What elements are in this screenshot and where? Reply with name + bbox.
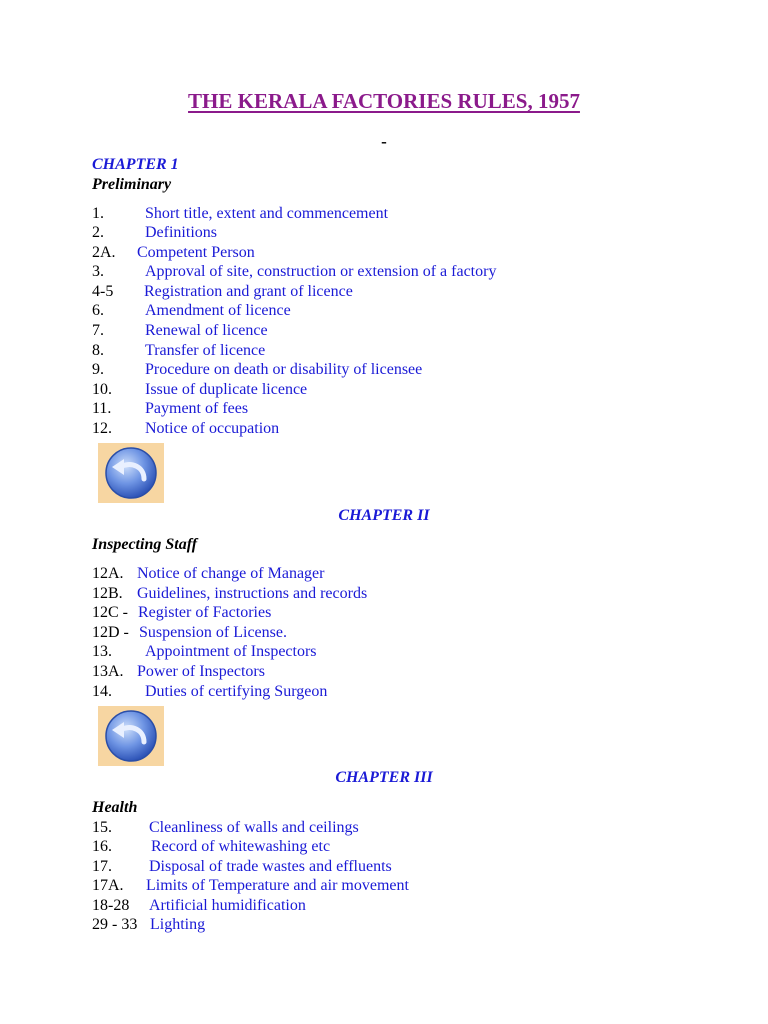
chapter-3-rule-list: [92, 818, 409, 936]
rule-number: 2.: [92, 224, 104, 242]
rule-link[interactable]: Duties of certifying Surgeon: [145, 682, 328, 700]
rule-number: 13A.: [92, 662, 124, 680]
rule-link[interactable]: Issue of duplicate licence: [145, 380, 308, 398]
rule-entry[interactable]: [92, 857, 409, 877]
rule-entry[interactable]: [92, 243, 496, 263]
rule-entry[interactable]: [92, 419, 496, 439]
chapter-1-subtitle: Preliminary: [92, 176, 172, 193]
rule-entry[interactable]: [92, 837, 409, 857]
rule-link[interactable]: Power of Inspectors: [137, 662, 265, 680]
rule-number: 10.: [92, 380, 112, 398]
document-title: THE KERALA FACTORIES RULES, 1957: [188, 89, 580, 113]
rule-entry[interactable]: [92, 380, 496, 400]
rule-entry[interactable]: [92, 321, 496, 341]
rule-number: 12B.: [92, 584, 123, 602]
rule-entry[interactable]: [92, 262, 496, 282]
rule-number: 7.: [92, 322, 104, 340]
rule-number: 17A.: [92, 877, 124, 895]
title-separator: -: [381, 132, 387, 151]
rule-link[interactable]: Transfer of licence: [145, 341, 266, 359]
rule-entry[interactable]: [92, 642, 367, 662]
rule-number: 3.: [92, 263, 104, 281]
rule-number: 18-28: [92, 896, 130, 914]
rule-number: 6.: [92, 302, 104, 320]
rule-link[interactable]: Procedure on death or disability of licensee: [145, 361, 423, 379]
back-arrow-icon[interactable]: [98, 706, 164, 766]
rule-number: 1.: [92, 204, 104, 222]
rule-entry[interactable]: [92, 223, 496, 243]
back-arrow-icon-graphic: [98, 706, 164, 766]
rule-link[interactable]: Renewal of licence: [145, 322, 268, 340]
chapter-3-subtitle: Health: [92, 799, 138, 816]
rule-number: 9.: [92, 361, 104, 379]
rule-entry[interactable]: [92, 399, 496, 419]
rule-entry[interactable]: [92, 301, 496, 321]
chapter-1-rule-list: [92, 204, 496, 439]
rule-entry[interactable]: [92, 818, 409, 838]
rule-number: 12.: [92, 420, 112, 438]
rule-entry[interactable]: [92, 623, 367, 643]
back-arrow-icon[interactable]: [98, 443, 164, 503]
rule-number: 12A.: [92, 565, 124, 582]
rule-link[interactable]: Cleanliness of walls and ceilings: [149, 818, 359, 836]
rule-link[interactable]: Approval of site, construction or extension of a factory: [145, 263, 497, 281]
chapter-1-heading: CHAPTER 1: [92, 156, 179, 173]
rule-entry[interactable]: [92, 564, 367, 584]
rule-link[interactable]: Notice of change of Manager: [137, 565, 325, 582]
rule-link[interactable]: Competent Person: [137, 243, 255, 261]
rule-link[interactable]: Artificial humidification: [149, 896, 306, 914]
rule-entry[interactable]: [92, 682, 367, 702]
rule-link[interactable]: Record of whitewashing etc: [151, 838, 331, 856]
rule-link[interactable]: Lighting: [150, 916, 206, 934]
rule-link[interactable]: Notice of occupation: [145, 420, 280, 438]
rule-entry[interactable]: [92, 603, 367, 623]
rule-entry[interactable]: [92, 584, 367, 604]
chapter-2-subtitle: Inspecting Staff: [92, 536, 198, 553]
rule-number: 13.: [92, 643, 112, 661]
rule-entry[interactable]: [92, 896, 409, 916]
rule-entry[interactable]: [92, 915, 409, 935]
rule-link[interactable]: Limits of Temperature and air movement: [146, 877, 409, 895]
rule-number: 12D -: [92, 623, 129, 641]
rule-entry[interactable]: [92, 876, 409, 896]
rule-number: 2A.: [92, 243, 116, 261]
rule-number: 11.: [92, 400, 112, 418]
rule-link[interactable]: Registration and grant of licence: [144, 282, 353, 300]
chapter-2-rule-list: [92, 564, 367, 701]
rule-link[interactable]: Payment of fees: [145, 400, 249, 418]
rule-link[interactable]: Amendment of licence: [145, 302, 291, 320]
rule-entry[interactable]: [92, 282, 496, 302]
rule-link[interactable]: Suspension of License.: [139, 623, 287, 641]
rule-number: 29 - 33: [92, 916, 138, 934]
rule-number: 8.: [92, 341, 104, 359]
rule-number: 16.: [92, 838, 112, 856]
rule-link[interactable]: Definitions: [145, 224, 217, 242]
rule-entry[interactable]: [92, 360, 496, 380]
rule-number: 17.: [92, 857, 112, 875]
rule-entry[interactable]: [92, 341, 496, 361]
back-arrow-icon-graphic: [98, 443, 164, 503]
rule-link[interactable]: Guidelines, instructions and records: [137, 584, 368, 602]
rule-link[interactable]: Disposal of trade wastes and effluents: [149, 857, 392, 875]
rule-link[interactable]: Short title, extent and commencement: [145, 204, 389, 222]
rule-number: 12C -: [92, 604, 128, 622]
rule-link[interactable]: Appointment of Inspectors: [145, 643, 317, 661]
rule-entry[interactable]: [92, 662, 367, 682]
rule-number: 4-5: [92, 282, 114, 300]
chapter-2-heading: CHAPTER II: [338, 507, 430, 524]
rule-number: 15.: [92, 818, 112, 836]
rule-link[interactable]: Register of Factories: [138, 604, 272, 622]
rule-number: 14.: [92, 682, 112, 700]
rule-entry[interactable]: [92, 204, 496, 224]
chapter-3-heading: CHAPTER III: [335, 769, 433, 786]
